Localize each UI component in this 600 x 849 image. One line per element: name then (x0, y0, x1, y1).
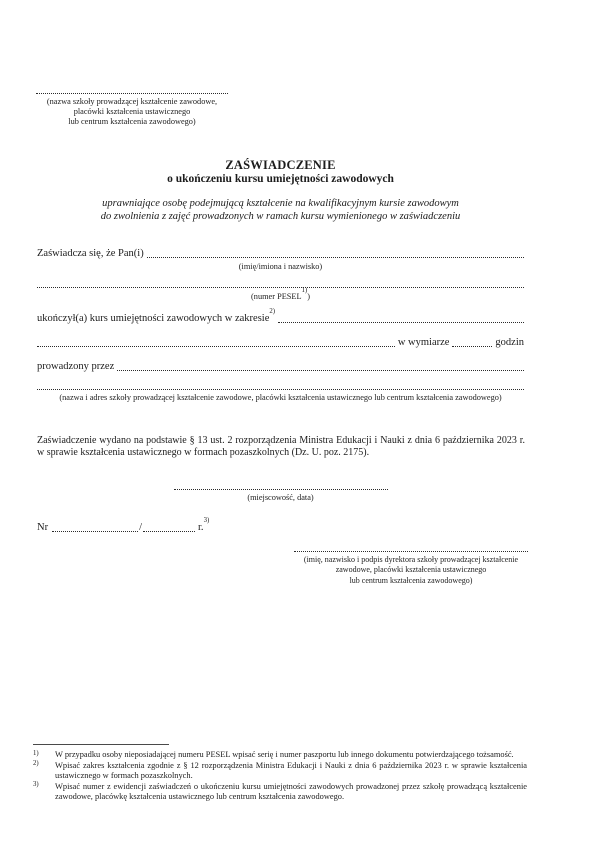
number-input-line[interactable] (52, 531, 138, 532)
course-label-text: ukończył(a) kurs umiejętności zawodowych w zakresie (37, 313, 270, 324)
pesel-field-row (37, 277, 524, 290)
hours-label: w wymiarze (397, 337, 450, 348)
signature-block (292, 547, 530, 586)
footnote-2-marker: 2) (33, 760, 39, 768)
signature-caption-line2: zawodowe, placówki kształcenia ustawicznego (335, 565, 487, 575)
number-prefix: Nr (37, 522, 49, 533)
footnote-2 (33, 761, 527, 782)
footnote-3-marker: 3) (33, 781, 39, 789)
footnote-2-text: Wpisać zakres kształcenia zgodnie z § 12 rozporządzenia Ministra Edukacji i Nauki z dnia 6 października 2023 r. w sprawie kształcenia ustawicznego w formach pozaszkolnych. (55, 760, 527, 781)
footnote-ref-3: 3) (203, 517, 210, 524)
place-date-caption: (miejscowość, data) (247, 493, 314, 502)
place-date-block (37, 482, 524, 503)
course-scope-input-line[interactable] (278, 322, 524, 323)
course-scope-row (37, 308, 524, 325)
number-suffix (198, 517, 210, 534)
place-date-input-line[interactable] (174, 482, 388, 490)
footnote-1-marker: 1) (33, 749, 39, 757)
course-label (37, 308, 276, 325)
org-input-line[interactable] (37, 389, 524, 390)
signature-input-line[interactable] (294, 547, 528, 552)
hours-row (37, 336, 524, 349)
name-input-line[interactable] (147, 257, 524, 258)
pesel-caption-text: (numer PESEL (251, 292, 302, 301)
pesel-caption (37, 286, 524, 302)
footnote-list (33, 750, 527, 803)
name-caption: (imię/imiona i nazwisko) (238, 262, 323, 271)
certificate-number-row (37, 517, 524, 534)
document-title: ZAŚWIADCZENIE (225, 158, 336, 172)
pesel-caption-close: ) (307, 292, 310, 301)
conducted-input-line[interactable] (117, 370, 524, 371)
name-field-row (37, 247, 524, 260)
year-input-line[interactable] (143, 531, 195, 532)
footnote-3-text: Wpisać numer z ewidencji zaświadczeń o ukończeniu kursu umiejętności zawodowych prowadzonej przez szkołę prowadzącą kształcenie zawodowe, placówkę kształcenia ustawicznego lub centrum kształcenia zawodowego. (55, 781, 527, 802)
footnote-ref-1: 1) (301, 286, 308, 294)
footnote-ref-2: 2) (269, 308, 276, 315)
footnote-1-text: W przypadku osoby nieposiadającej numeru PESEL wpisać serię i numer paszportu lub innego dokumentu potwierdzającego tożsamość. (55, 750, 514, 759)
org-caption: (nazwa i adres szkoły prowadzącej kształcenie zawodowe, placówki kształcenia ustawicznego lub centrum kształcenia zawodowego) (59, 393, 502, 402)
title-block (37, 158, 524, 186)
hours-unit: godzin (495, 337, 524, 348)
issuer-caption-line2: placówki kształcenia ustawicznego (73, 107, 191, 116)
intro-line1: uprawniające osobę podejmującą kształcenie na kwalifikacyjnym kursie zawodowym (102, 198, 459, 209)
signature-caption-line1: (imię, nazwisko i podpis dyrektora szkoły prowadzącej kształcenie (303, 555, 519, 564)
document-subtitle: o ukończeniu kursu umiejętności zawodowych (167, 173, 394, 185)
pesel-input-line[interactable] (37, 287, 524, 288)
footnotes-section (33, 744, 527, 803)
issuer-block (36, 84, 228, 127)
conducted-label: prowadzony przez (37, 361, 115, 372)
conducted-row (37, 360, 524, 373)
hours-input-line[interactable] (452, 346, 492, 347)
number-separator: / (139, 522, 143, 533)
legal-basis-paragraph: Zaświadczenie wydano na podstawie § 13 ust. 2 rozporządzenia Ministra Edukacji i Nauki z dnia 6 października 2023 r. w sprawie kształcenia ustawicznego w formach pozaszkolnych (Dz. U. poz. 2175). (37, 435, 525, 459)
issuer-name-field[interactable] (36, 84, 228, 94)
certify-label: Zaświadcza się, że Pan(i) (37, 248, 144, 259)
org-row (37, 379, 524, 392)
footnote-1 (33, 750, 527, 761)
footnote-3 (33, 782, 527, 803)
footnote-divider (33, 744, 169, 745)
issuer-caption-line3: lub centrum kształcenia zawodowego) (68, 117, 196, 126)
number-suffix-text: r. (198, 522, 204, 533)
issuer-caption-line1: (nazwa szkoły prowadzącej kształcenie zawodowe, (46, 97, 218, 106)
signature-caption-line3: lub centrum kształcenia zawodowego) (349, 575, 473, 585)
course-scope-input-line2[interactable] (37, 346, 395, 347)
intro-block (37, 198, 524, 223)
intro-line2: do zwolnienia z zajęć prowadzonych w ramach kursu wymienionego w zaświadczeniu (100, 210, 461, 222)
